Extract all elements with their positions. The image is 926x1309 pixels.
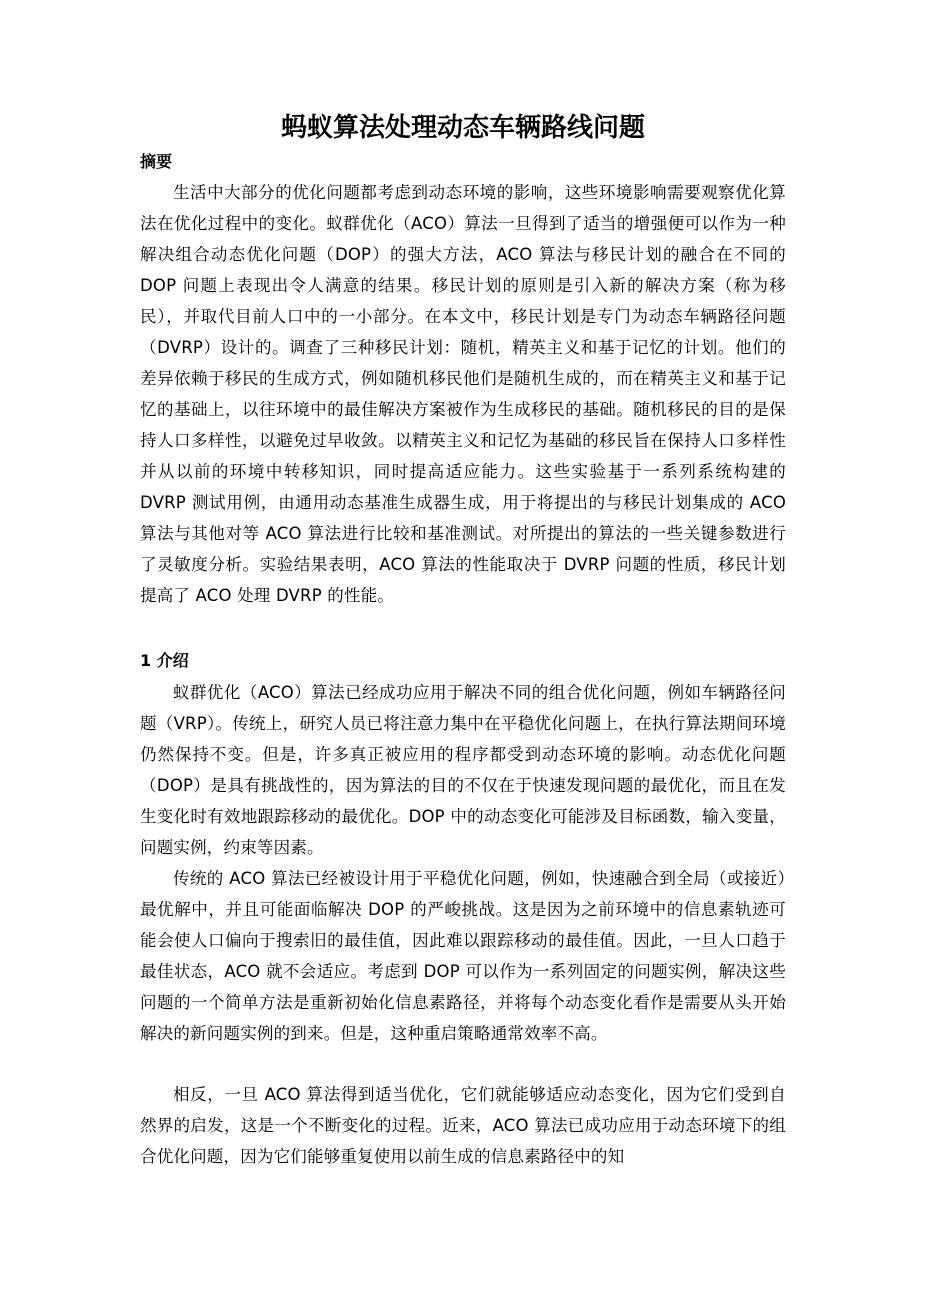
document-title: 蚂蚁算法处理动态车辆路线问题 [280,113,645,143]
introduction-paragraph: 相反，一旦 ACO 算法得到适当优化，它们就能够适应动态变化，因为它们受到自然界的启发，这是一个不断变化的过程。近来，ACO 算法已成功应用于动态环境下的组合优化问题，因为它们能够重复使用以前生成的信息素路径中的知 [140,1085,786,1166]
abstract-paragraph: 生活中大部分的优化问题都考虑到动态环境的影响，这些环境影响需要观察优化算法在优化过程中的变化。蚁群优化（ACO）算法一旦得到了适当的增强便可以作为一种解决组合动态优化问题（DOP）的强大方法，ACO 算法与移民计划的融合在不同的 DOP 问题上表现出令人满意的结果。移民计划的原则是引入新的解决方案（称为移民），并取代目前人口中的一小部分。在本文中，移民计划是专门为动态车辆路径问题（DVRP）设计的。调查了三种移民计划：随机，精英主义和基于记忆的计划。他们的差异依赖于移民的生成方式，例如随机移民他们是随机生成的，而在精英主义和基于记忆的基础上，以往环境中的最佳解决方案被作为生成移民的基础。随机移民的目的是保持人口多样性，以避免过早收敛。以精英主义和记忆为基础的移民旨在保持人口多样性并从以前的环境中转移知识，同时提高适应能力。这些实验基于一系列系统构建的 DVRP 测试用例，由通用动态基准生成器生成，用于将提出的与移民计划集成的 ACO 算法与其他对等 ACO 算法进行比较和基准测试。对所提出的算法的一些关键参数进行了灵敏度分析。实验结果表明，ACO 算法的性能取决于 DVRP 问题的性质，移民计划提高了 ACO 处理 DVRP 的性能。 [140,183,786,605]
introduction-paragraph: 传统的 ACO 算法已经被设计用于平稳优化问题，例如，快速融合到全局（或接近）最优解中，并且可能面临解决 DOP 的严峻挑战。这是因为之前环境中的信息素轨迹可能会使人口偏向于搜索旧的最佳值，因此难以跟踪移动的最佳值。因此，一旦人口趋于最佳状态，ACO 就不会适应。考虑到 DOP 可以作为一系列固定的问题实例，解决这些问题的一个简单方法是重新初始化信息素路径，并将每个动态变化看作是需要从头开始解决的新问题实例的到来。但是，这种重启策略通常效率不高。 [140,869,786,1043]
introduction-heading: 1 介绍 [140,651,189,670]
abstract-heading: 摘要 [140,152,173,171]
introduction-paragraph: 蚁群优化（ACO）算法已经成功应用于解决不同的组合优化问题，例如车辆路径问题（VRP）。传统上，研究人员已将注意力集中在平稳优化问题上，在执行算法期间环境仍然保持不变。但是，许多真正被应用的程序都受到动态环境的影响。动态优化问题（DOP）是具有挑战性的，因为算法的目的不仅在于快速发现问题的最优化，而且在发生变化时有效地跟踪移动的最优化。DOP 中的动态变化可能涉及目标函数，输入变量，问题实例，约束等因素。 [140,683,786,857]
